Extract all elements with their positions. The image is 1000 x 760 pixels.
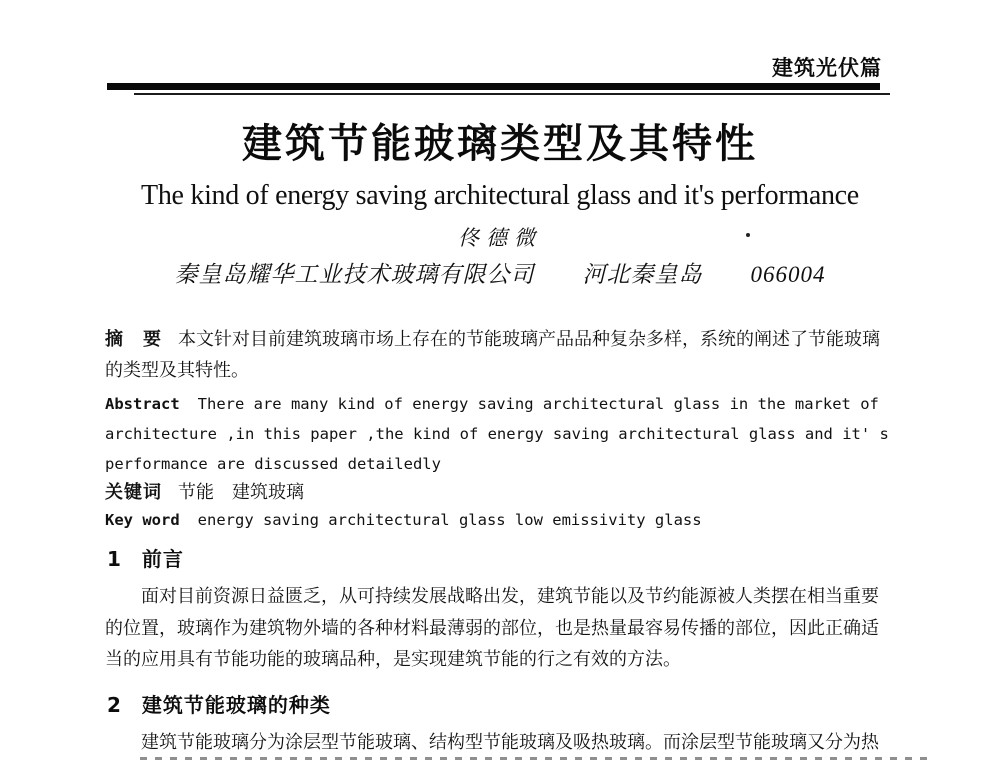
paragraph-line: 当的应用具有节能功能的玻璃品种，是实现建筑节能的行之有效的方法。 bbox=[105, 649, 681, 669]
abstract-cn-label: 摘 要 bbox=[105, 329, 162, 350]
author-affiliation: 秦皇岛耀华工业技术玻璃有限公司 河北秦皇岛 066004 bbox=[174, 262, 826, 287]
section-2-title: 建筑节能玻璃的种类 bbox=[141, 693, 331, 717]
section-2-heading bbox=[107, 689, 331, 718]
keywords-en-label: Key word bbox=[105, 511, 180, 529]
abstract-en-text1: There are many kind of energy saving architectural glass in the market of bbox=[197, 395, 879, 413]
section-2-number: 2 bbox=[107, 693, 121, 717]
header-rule-thick bbox=[107, 83, 880, 90]
paper-title-cn: 建筑节能玻璃类型及其特性 bbox=[242, 121, 758, 167]
section-1-title: 前言 bbox=[141, 547, 184, 571]
paragraph-line: 面对目前资源日益匮乏，从可持续发展战略出发，建筑节能以及节约能源被人类摆在相当重要 bbox=[141, 586, 879, 606]
scan-speck bbox=[746, 233, 750, 237]
header-rule-thin bbox=[134, 93, 890, 95]
abstract-en bbox=[105, 389, 917, 479]
author-name: 佟德微 bbox=[458, 226, 542, 250]
keywords-en-text: energy saving architectural glass low emissivity glass bbox=[197, 511, 702, 529]
abstract-cn-line1 bbox=[105, 324, 917, 355]
section-1-number: 1 bbox=[107, 547, 121, 571]
abstract-cn bbox=[105, 324, 917, 386]
abstract-en-label: Abstract bbox=[105, 395, 180, 413]
section-1-heading bbox=[107, 543, 184, 572]
abstract-cn-line2: 的类型及其特性。 bbox=[105, 360, 249, 380]
paper-title-en: The kind of energy saving architectural glass and it's performance bbox=[141, 180, 859, 211]
section-1-paragraph bbox=[105, 581, 917, 676]
abstract-en-line3: performance are discussed detailedly bbox=[105, 455, 441, 473]
keywords-cn-text: 节能 建筑玻璃 bbox=[178, 482, 304, 502]
paragraph-line: 建筑节能玻璃分为涂层型节能玻璃、结构型节能玻璃及吸热玻璃。而涂层型节能玻璃又分为热 bbox=[141, 732, 879, 752]
keywords-cn-label: 关键词 bbox=[105, 482, 162, 503]
paragraph-line: 的位置，玻璃作为建筑物外墙的各种材料最薄弱的部位，也是热量最容易传播的部位，因此正确适 bbox=[105, 617, 879, 638]
section-2-paragraph bbox=[105, 727, 917, 758]
keywords-en bbox=[105, 505, 917, 535]
keywords-cn bbox=[105, 477, 917, 508]
page-header-section-tag: 建筑光伏篇 bbox=[772, 56, 882, 80]
abstract-en-line1 bbox=[105, 389, 917, 419]
abstract-cn-text1: 本文针对目前建筑玻璃市场上存在的节能玻璃产品品种复杂多样，系统的阐述了节能玻璃 bbox=[178, 329, 880, 349]
abstract-en-line2: architecture ,in this paper ,the kind of energy saving architectural glass and it' s bbox=[105, 425, 889, 443]
